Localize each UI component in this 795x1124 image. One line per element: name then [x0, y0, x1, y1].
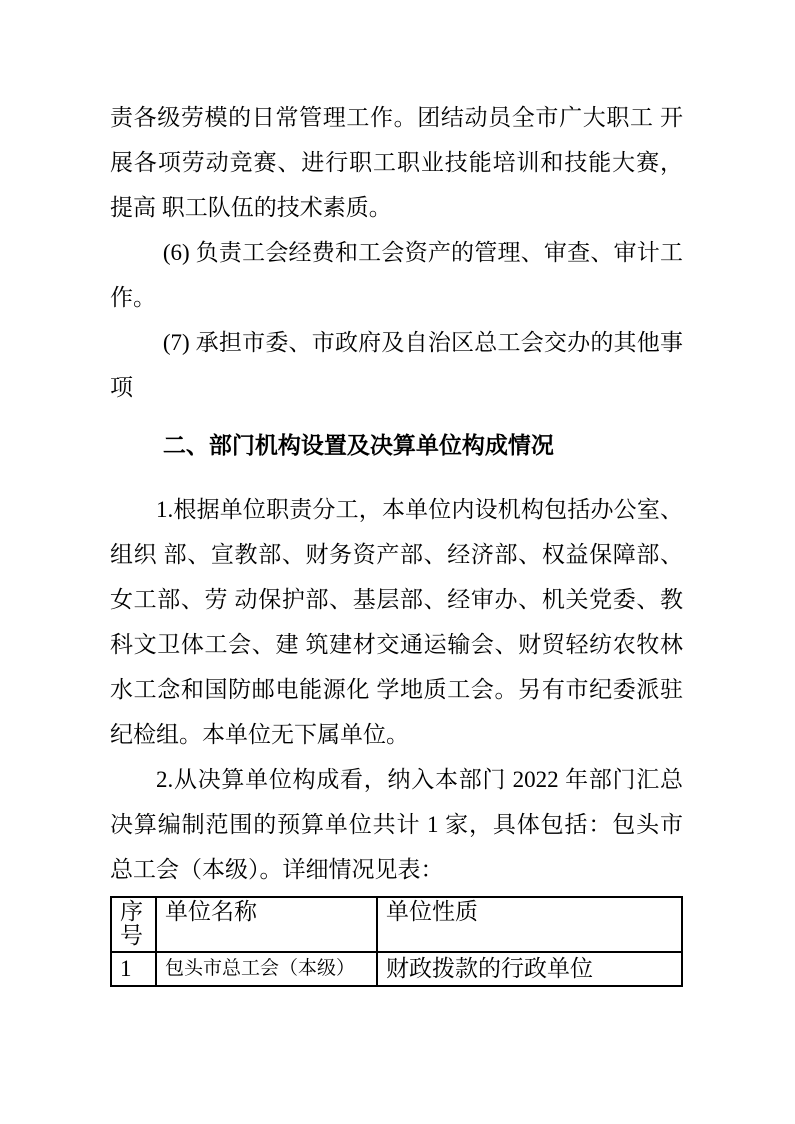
- table-header-cell-unit-nature: 单位性质: [377, 897, 682, 952]
- section-heading: 二、部门机构设置及决算单位构成情况: [162, 432, 554, 458]
- table-row: [111, 952, 682, 986]
- table-cell-unit-name: 包头市总工会（本级）: [156, 952, 377, 986]
- budget-units-table: [110, 896, 683, 987]
- body-paragraph-item-6: (6) 负责工会经费和工会资产的管理、审查、审计工作。: [110, 240, 683, 310]
- body-paragraph-budget-units: 2.从决算单位构成看，纳入本部门 2022 年部门汇总决算编制范围的预算单位共计 1 家，具体包括：包头市总工会（本级）。详细情况见表：: [110, 767, 683, 882]
- table-header-row: [111, 897, 682, 952]
- body-paragraph-org-structure: 1.根据单位职责分工，本单位内设机构包括办公室、组织 部、宣教部、财务资产部、经济部、权益保障部、女工部、劳 动保护部、基层部、经审办、机关党委、教科文卫体工会、建 筑建材交通运输会、财贸轻纺农牧林水工念和国防邮电能源化 学地质工会。另有市纪委派驻纪检组。本单位无下属单位。: [110, 497, 683, 747]
- body-paragraph-item-7: (7) 承担市委、市政府及自治区总工会交办的其他事项: [110, 330, 683, 400]
- table-cell-number: 1: [111, 952, 156, 986]
- table-header-cell-number: 序号: [111, 897, 156, 952]
- table-header-cell-unit-name: 单位名称: [156, 897, 377, 952]
- body-paragraph-continuation: 责各级劳模的日常管理工作。团结动员全市广大职工 开展各项劳动竞赛、进行职工职业技能培训和技能大赛，提高 职工队伍的技术素质。: [110, 105, 683, 220]
- table-cell-unit-nature: 财政拨款的行政单位: [377, 952, 682, 986]
